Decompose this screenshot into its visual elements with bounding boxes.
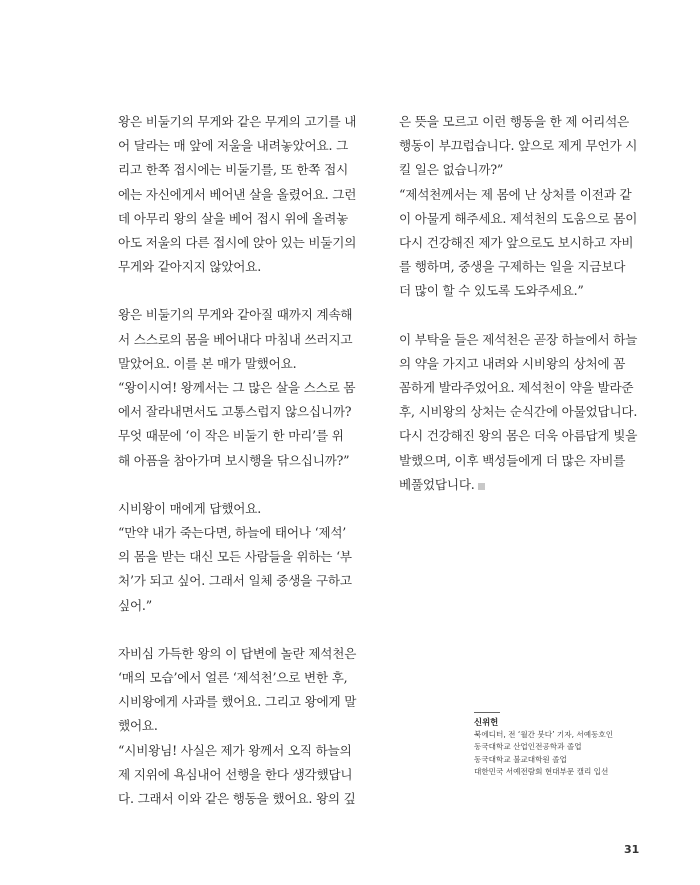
text-line: 왕은 비둘기의 무게와 같은 무게의 고기를 내 xyxy=(118,114,357,129)
text-line: “시비왕님! 사실은 제가 왕께서 오직 하늘의 xyxy=(118,742,352,758)
text-line: 의 약을 가지고 내려와 시비왕의 상처에 꼼 xyxy=(399,355,626,371)
paragraph xyxy=(118,642,368,739)
text-line: 왕은 비둘기의 무게와 같아질 때까지 계속해 xyxy=(118,307,353,323)
text-line: 어 달라는 매 앞에 저울을 내려놓았어요. 그 xyxy=(118,138,349,154)
paragraph-gap xyxy=(399,304,654,328)
paragraph-gap xyxy=(118,279,368,303)
text-line: 이 부탁을 들은 제석천은 곧장 하늘에서 하늘 xyxy=(399,331,638,347)
text-line: 다시 건강해진 왕의 몸은 더욱 아름답게 빛을 xyxy=(399,428,638,444)
author-divider xyxy=(474,712,500,713)
paragraph xyxy=(118,497,368,521)
text-line: 더 많이 할 수 있도록 도와주세요.” xyxy=(399,283,584,299)
text-line: 에서 잘라내면서도 고통스럽지 않으십니까? xyxy=(118,404,352,420)
right-column xyxy=(399,110,654,497)
paragraph xyxy=(399,183,654,304)
paragraph xyxy=(118,739,368,812)
end-of-article-mark xyxy=(478,483,485,490)
text-line: 했어요. xyxy=(118,718,158,734)
text-line: 리고 한쪽 접시에는 비둘기를, 또 한쪽 접시 xyxy=(118,162,349,178)
author-bio-line: 북에디터, 전 ‘월간 붓다’ 기자, 서예동호인 xyxy=(474,729,614,739)
text-line: “제석천께서는 제 몸에 난 상처를 이전과 같 xyxy=(399,186,632,202)
text-line: 제 지위에 욕심내어 선행을 한다 생각했답니 xyxy=(118,766,353,782)
text-line: 의 몸을 받는 대신 모든 사람들을 위하는 ‘부 xyxy=(118,549,352,565)
text-line: 시비왕이 매에게 답했어요. xyxy=(118,500,262,516)
text-line: 데 아무리 왕의 살을 베어 접시 위에 올려놓 xyxy=(118,210,349,226)
text-line: 에는 자신에게서 베어낸 살을 올렸어요. 그런 xyxy=(118,186,357,202)
text-line: 자비심 가득한 왕의 이 답변에 놀란 제석천은 xyxy=(118,645,357,661)
text-line: 다시 건강해진 제가 앞으로도 보시하고 자비 xyxy=(399,235,634,251)
text-line: 발했으며, 이후 백성들에게 더 많은 자비를 xyxy=(399,452,626,468)
text-line: 무엇 때문에 ‘이 작은 비둘기 한 마리’를 위 xyxy=(118,428,344,444)
text-line: 후, 시비왕의 상처는 순식간에 아물었답니다. xyxy=(399,404,638,420)
text-line: 이 아물게 해주세요. 제석천의 도움으로 몸이 xyxy=(399,210,638,226)
text-line: 행동이 부끄럽습니다. 앞으로 제게 무언가 시 xyxy=(399,138,638,154)
text-line: 시비왕에게 사과를 했어요. 그리고 왕에게 말 xyxy=(118,694,357,710)
paragraph xyxy=(399,110,654,183)
author-name: 신위헌 xyxy=(474,717,499,727)
text-line: 아도 저울의 다른 접시에 앉아 있는 비둘기의 xyxy=(118,235,357,251)
text-line: 은 뜻을 모르고 이런 행동을 한 제 어리석은 xyxy=(399,114,630,129)
text-line: 말았어요. 이를 본 매가 말했어요. xyxy=(118,355,297,371)
paragraph xyxy=(118,303,368,376)
author-bio xyxy=(474,716,674,779)
text-line: 킬 일은 없습니까?” xyxy=(399,162,504,178)
paragraph-gap xyxy=(118,473,368,497)
paragraph-gap xyxy=(118,618,368,642)
text-line: 를 행하며, 중생을 구제하는 일을 지금보다 xyxy=(399,259,626,275)
author-bio-line: 동국대학교 불교대학원 졸업 xyxy=(474,754,567,764)
text-line: 다. 그래서 이와 같은 행동을 했어요. 왕의 깊 xyxy=(118,791,356,807)
text-line: 서 스스로의 몸을 베어내다 마침내 쓰러지고 xyxy=(118,331,353,347)
page-number: 31 xyxy=(624,843,640,856)
author-bio-line: 동국대학교 산업인전공학과 졸업 xyxy=(474,742,582,752)
text-line: “왕이시여! 왕께서는 그 많은 살을 스스로 몸 xyxy=(118,380,356,396)
text-line: 처’가 되고 싶어. 그래서 일체 중생을 구하고 xyxy=(118,573,352,589)
text-line: “만약 내가 죽는다면, 하늘에 태어나 ‘제석’ xyxy=(118,525,347,541)
text-line: 베풀었답니다. xyxy=(399,473,654,497)
text-line: ‘매의 모습’에서 얼른 ‘제석천’으로 변한 후, xyxy=(118,670,348,686)
paragraph xyxy=(118,110,368,279)
paragraph xyxy=(118,521,368,618)
paragraph xyxy=(399,328,654,497)
text-line: 싶어.” xyxy=(118,597,152,613)
text-line: 무게와 같아지지 않았어요. xyxy=(118,259,262,275)
text-line: 해 아픔을 참아가며 보시행을 닦으십니까?” xyxy=(118,452,350,468)
text-line: 꼼하게 발라주었어요. 제석천이 약을 발라준 xyxy=(399,380,634,396)
author-bio-line: 대한민국 서예전람회 현대부문 캘리 입선 xyxy=(474,767,609,777)
paragraph xyxy=(118,376,368,473)
left-column xyxy=(118,110,368,811)
